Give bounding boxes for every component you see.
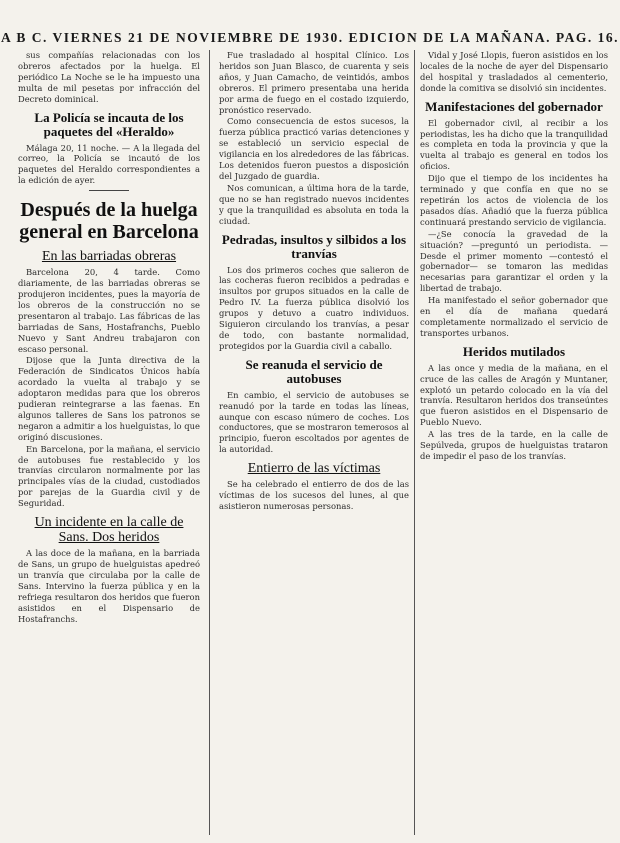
subheadline-barriadas: En las barriadas obreras xyxy=(41,249,177,265)
paragraph: Málaga 20, 11 noche. — A la llegada del correo, la Policía se incautó de los paquetes del Heraldo correspondientes a la edición de ayer. xyxy=(18,142,200,186)
column-2 xyxy=(219,50,409,840)
headline-autobuses: Se reanuda el servicio de autobuses xyxy=(245,356,383,386)
paragraph: Vidal y José Llopis, fueron asistidos en los locales de la noche de ayer del Dispensario del hospital y trasladados al cementerio, donde la comitiva se disolvió sin incidentes. xyxy=(420,50,608,93)
column-rule xyxy=(209,50,210,835)
paragraph: Los dos primeros coches que salieron de las cocheras fueron recibidos a pedradas e insultos por grupos situados en la calle de Pedro IV. La fuerza pública disolvió los grupos y detuvo a cuatro individuos. Siguieron circulando los tranvías, a pesar de todo, con bastante normalidad, protegidos por la Guardia civil a caballo. xyxy=(219,264,409,351)
paragraph: Ha manifestado el señor gobernador que en el día de mañana quedará completamente normalizado el servicio de transportes urbanos. xyxy=(420,295,608,338)
separator xyxy=(89,190,129,191)
paragraph: Nos comunican, a última hora de la tarde, que no se han registrado nuevos incidentes y que la tranquilidad es absoluta en toda la ciudad. xyxy=(219,182,409,226)
headline-huelga: Después de la huelga general en Barcelona xyxy=(19,199,199,244)
paragraph: El gobernador civil, al recibir a los periodistas, les ha dicho que la tranquilidad es completa en toda la provincia y que la vuelta al trabajo es general en todos los oficios. xyxy=(420,117,608,172)
paragraph: Se ha celebrado el entierro de dos de las víctimas de los sucesos del lunes, al que asistieron numerosas personas. xyxy=(219,479,409,511)
paragraph: A las tres de la tarde, en la calle de Sepúlveda, grupos de huelguistas trataron de impedir el paso de los tranvías. xyxy=(420,429,608,461)
paragraph: sus compañías relacionadas con los obreros afectados por la huelga. El periódico La Noche se le ha impuesto una multa de mil pesetas por infracción del Decreto dominical. xyxy=(18,50,200,104)
column-1 xyxy=(18,50,200,840)
paragraph: Fue trasladado al hospital Clínico. Los heridos son Juan Blasco, de cuarenta y seis años, y Juan Camacho, de veintidós, ambos obreros. El primero presentaba una herida por arma de fuego en el costado izquierdo, pronóstico reservado. xyxy=(219,50,409,115)
paragraph: En cambio, el servicio de autobuses se reanudó por la tarde en todas las líneas, aunque con escaso número de coches. Los conductores, que se mostraron temerosos al principio, fueron escoltados por agentes de la autoridad. xyxy=(219,389,409,455)
page-header: A B C. VIERNES 21 DE NOVIEMBRE DE 1930. EDICION DE LA MAÑANA. PAG. 16. xyxy=(1,30,619,45)
headline-pedradas: Pedradas, insultos y silbidos a los tranvías xyxy=(221,231,407,261)
paragraph: En Barcelona, por la mañana, el servicio de autobuses fue restablecido y los tranvías circularon normalmente por las principales vías de la ciudad, custodiados por parejas de la Guardia civil y de Seguridad. xyxy=(18,443,200,509)
paragraph: A las once y media de la mañana, en el cruce de las calles de Aragón y Muntaner, explotó un petardo colocado en la vía del tranvía. Resultaron heridos dos transeúntes que fueron asistidos en el Dispensario de Pueblo Nuevo. xyxy=(420,362,608,428)
subheadline-incidente: Un incidente en la calle de Sans. Dos heridos xyxy=(34,515,184,546)
paragraph: A las doce de la mañana, en la barriada de Sans, un grupo de huelguistas apedreó un tranvía que circulaba por la calle de Sans. Intervino la fuerza pública y en la refriega resultaron dos heridos que fueron asistidos en el Dispensario de Hostafranchs. xyxy=(18,548,200,624)
paragraph: —¿Se conocía la gravedad de la situación? —preguntó un periodista. —Desde el primer momento —contestó el gobernador— se tomaron las medidas necesarias para garantizar el orden y la libertad de trabajo. xyxy=(420,228,608,294)
paragraph: Dijose que la Junta directiva de la Federación de Sindicatos Únicos había acordado la vuelta al trabajo y se adoptaron medidas para que los obreros pudieran reintegrarse a las faenas. En algunos talleres de Sans los patronos se negaron a admitir a los huelguistas, lo que originó discusiones. xyxy=(18,355,200,442)
headline-policia: La Policía se incauta de los paquetes del «Heraldo» xyxy=(34,109,184,139)
headline-manifestaciones: Manifestaciones del gobernador xyxy=(425,98,603,114)
subheadline-entierro: Entierro de las víctimas xyxy=(247,461,381,477)
paragraph: Barcelona 20, 4 tarde. Como diariamente, de las barriadas obreras se produjeron incidentes, pues la mayoría de los obreros de la construcción no se presentaron al trabajo. Las fábricas de las barriadas de Sans, Hostafranchs, Pueblo Nuevo y Sant Andreu trabajaron con escaso personal. xyxy=(18,267,200,354)
column-3 xyxy=(420,50,608,840)
paragraph: Dijo que el tiempo de los incidentes ha terminado y que confía en que no se repetirán los actos de violencia de los pasados días. Añadió que la fuerza pública continuará prestando servicio de vigilancia. xyxy=(420,173,608,227)
column-rule xyxy=(414,50,415,835)
headline-heridos: Heridos mutilados xyxy=(462,343,566,359)
paragraph: Como consecuencia de estos sucesos, la fuerza pública practicó varias detenciones y se estableció un servicio especial de vigilancia en los alrededores de las fábricas. Los detenidos fueron puestos a disposición del Juzgado de guardia. xyxy=(219,116,409,181)
